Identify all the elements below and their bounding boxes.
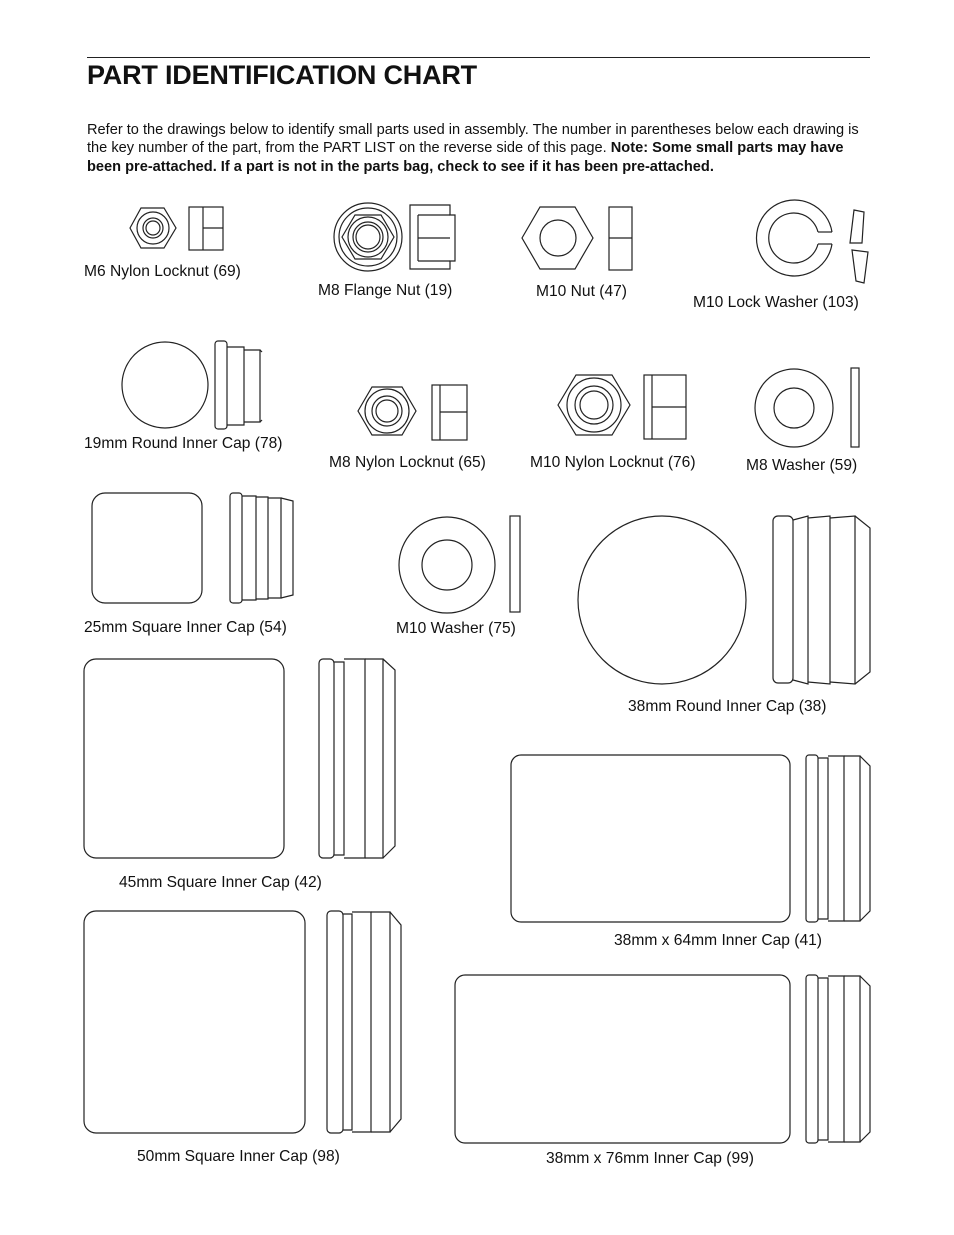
part-label-m10-lock-washer: M10 Lock Washer (103) [693, 294, 859, 311]
part-label-m10-nut: M10 Nut (47) [536, 283, 627, 300]
m10-washer-icon [399, 516, 520, 613]
38mm-round-inner-cap-icon [578, 516, 870, 684]
part-label-m8-nylon-locknut: M8 Nylon Locknut (65) [329, 454, 486, 471]
intro-text: Refer to the drawings below to identify small parts used in assembly. The number in parentheses below each drawing is the key number of the part, from the PART LIST on the reverse side of this page. [87, 122, 859, 157]
part-label-38mm-x-76mm-inner-cap: 38mm x 76mm Inner Cap (99) [546, 1150, 754, 1167]
part-label-38mm-x-64mm-inner-cap: 38mm x 64mm Inner Cap (41) [614, 932, 822, 949]
part-label-38mm-round-inner-cap: 38mm Round Inner Cap (38) [628, 698, 827, 715]
50mm-square-inner-cap-icon [84, 911, 401, 1133]
m10-lock-washer-icon [756, 200, 868, 283]
part-label-m10-nylon-locknut: M10 Nylon Locknut (76) [530, 454, 696, 471]
part-label-25mm-square-inner-cap: 25mm Square Inner Cap (54) [84, 619, 287, 636]
38mm-x-76mm-inner-cap-icon [455, 975, 870, 1143]
m8-flange-nut-icon [334, 203, 455, 271]
intro-note: Note: Some small parts may have been pre-attached. If a part is not in the parts bag, check to see if it has been pre-attached. [87, 140, 844, 175]
m10-nylon-locknut-icon [558, 375, 686, 439]
part-label-50mm-square-inner-cap: 50mm Square Inner Cap (98) [137, 1148, 340, 1165]
part-label-m10-washer: M10 Washer (75) [396, 620, 516, 637]
part-label-m8-flange-nut: M8 Flange Nut (19) [318, 282, 453, 299]
part-label-45mm-square-inner-cap: 45mm Square Inner Cap (42) [119, 874, 322, 891]
m8-washer-icon [755, 368, 859, 447]
25mm-square-inner-cap-icon [92, 493, 293, 603]
part-label-m8-washer: M8 Washer (59) [746, 457, 858, 474]
38mm-x-64mm-inner-cap-icon [511, 755, 870, 922]
m8-nylon-locknut-icon [358, 385, 467, 440]
m6-nylon-locknut-icon [130, 207, 223, 250]
45mm-square-inner-cap-icon [84, 659, 395, 858]
page-title: PART IDENTIFICATION CHART [87, 60, 477, 90]
m10-nut-icon [522, 207, 632, 270]
part-label-m6-nylon-locknut: M6 Nylon Locknut (69) [84, 263, 241, 280]
part-label-19mm-round-inner-cap: 19mm Round Inner Cap (78) [84, 435, 283, 452]
19mm-round-inner-cap-icon [122, 341, 262, 429]
